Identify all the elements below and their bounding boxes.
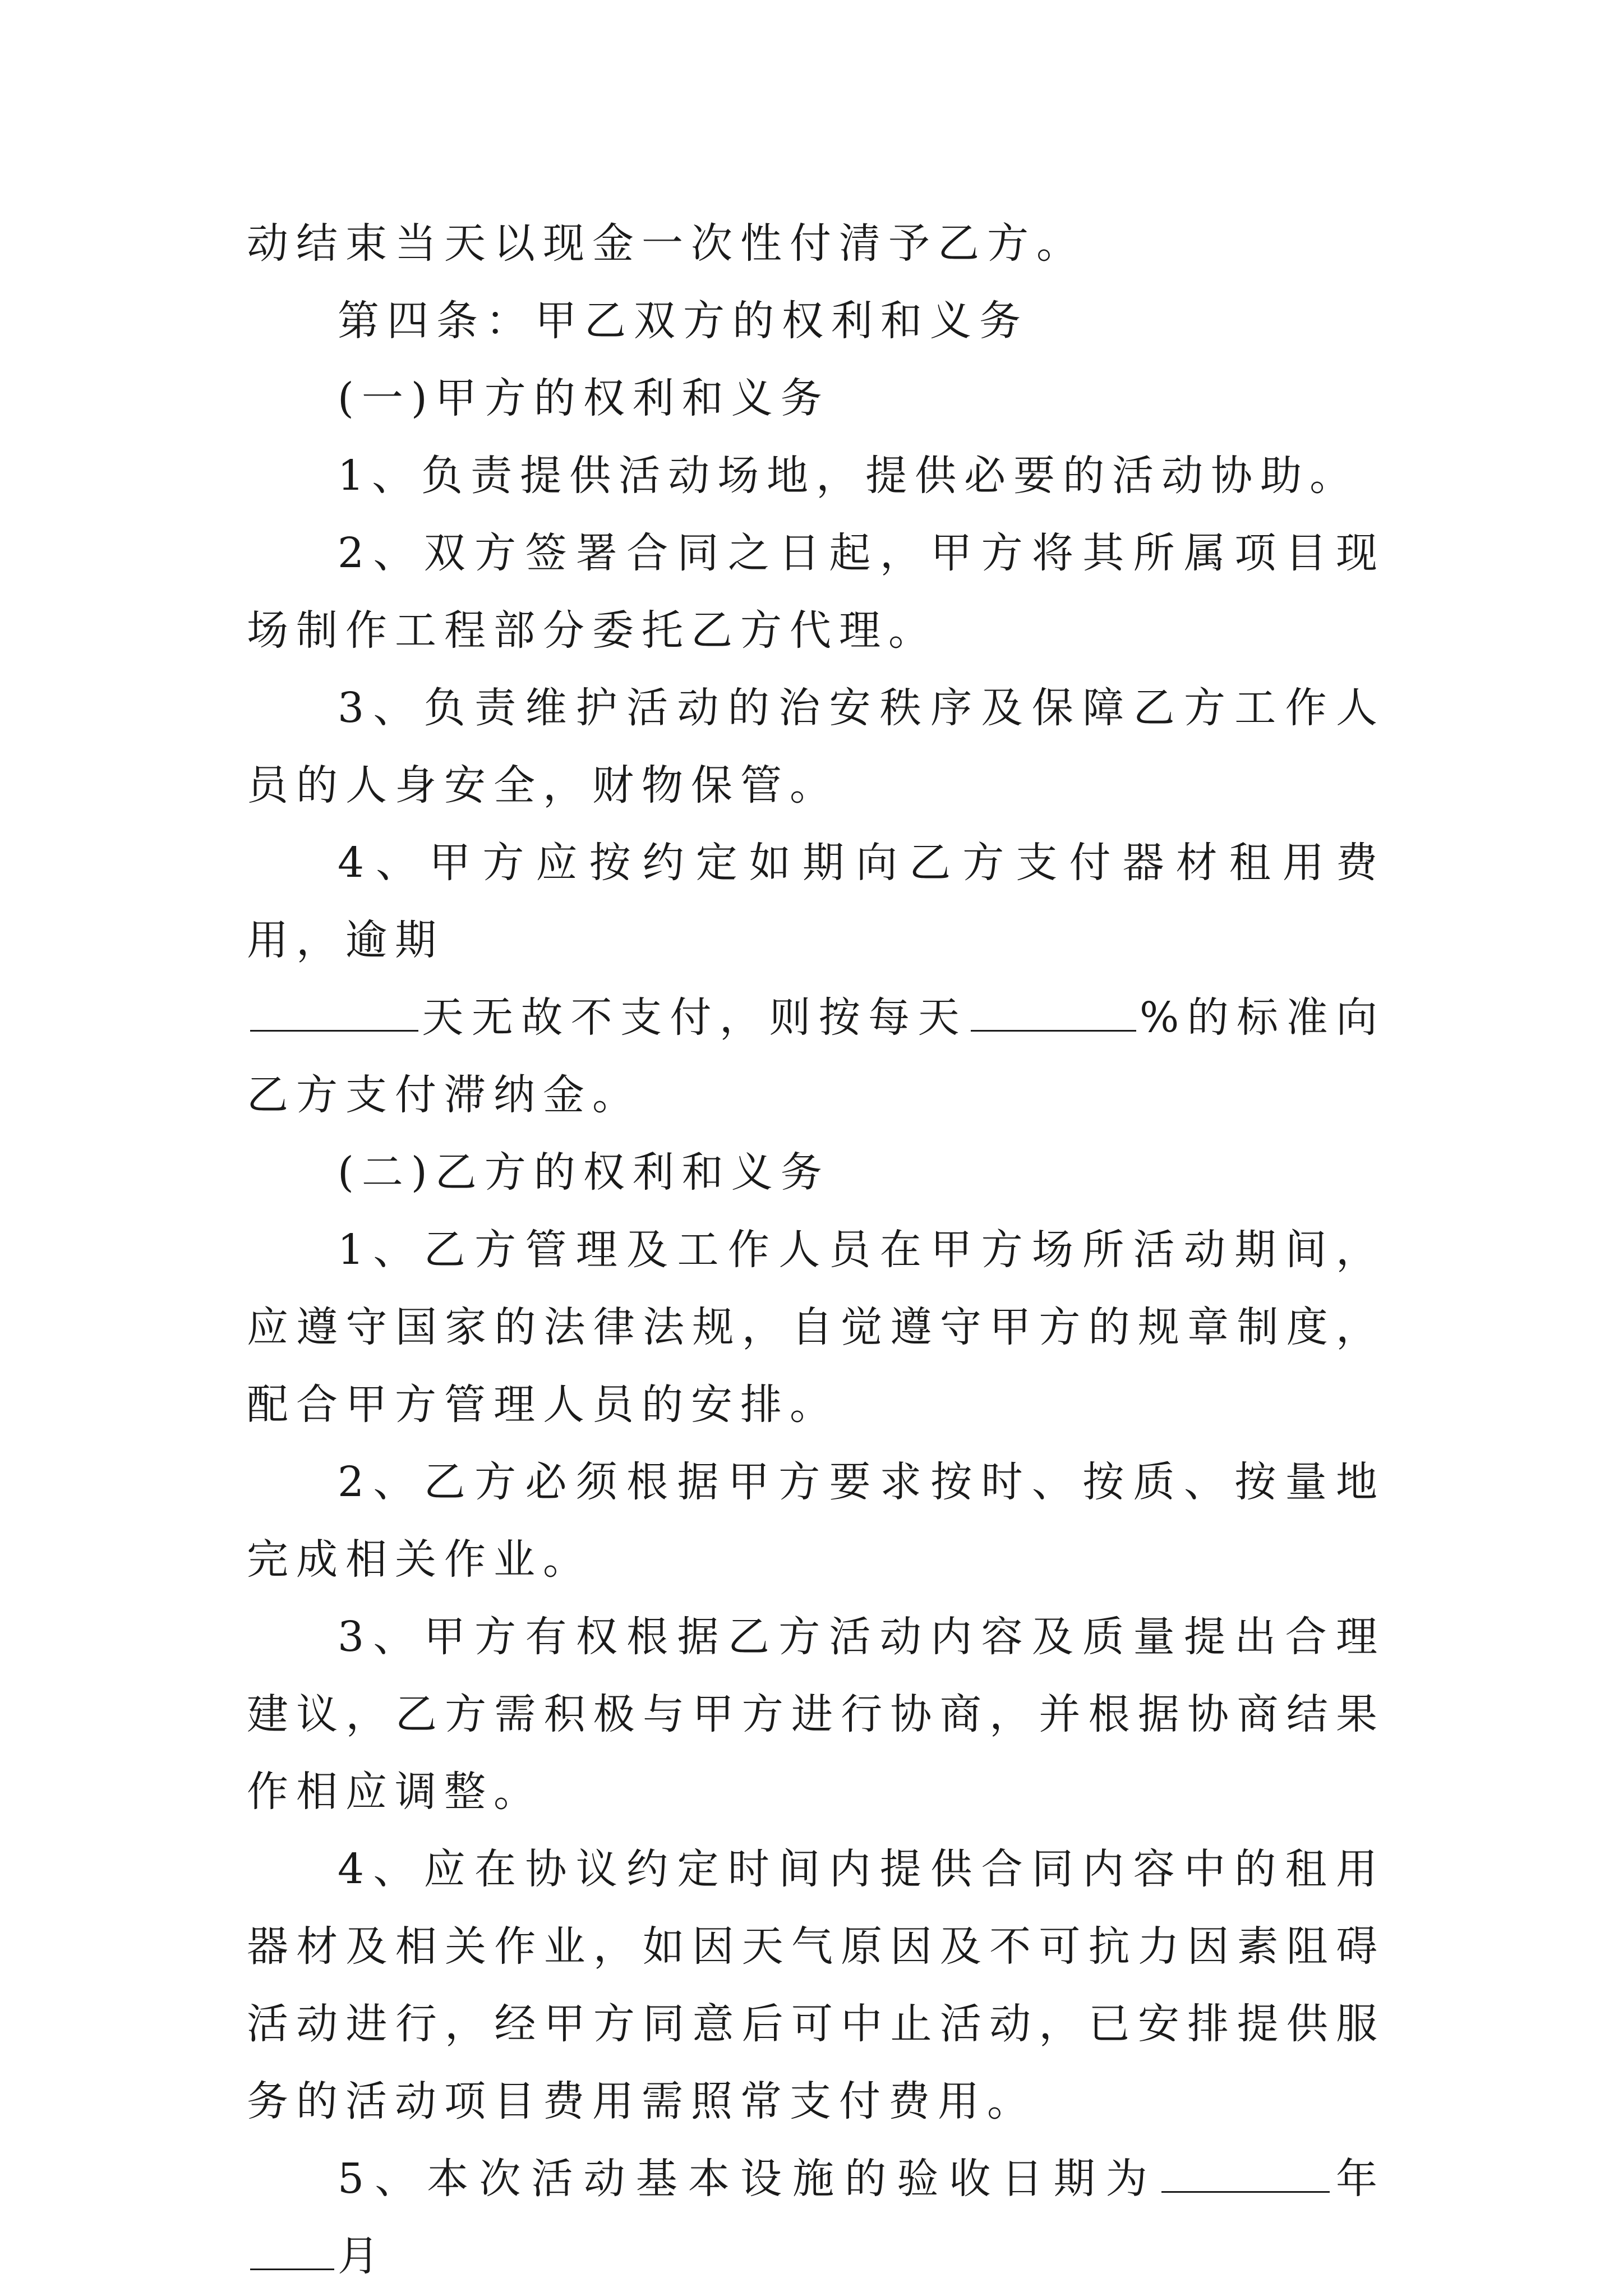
overdue-days-blank[interactable] xyxy=(250,986,418,1032)
party-b-clause-1: 1、乙方管理及工作人员在甲方场所活动期间，应遵守国家的法律法规，自觉遵守甲方的规章制度，配合甲方管理人员的安排。 xyxy=(247,1226,1385,1429)
clause-5-month-label: 月 xyxy=(338,2232,387,2280)
party-a-clause-3: 3、负责维护活动的治安秩序及保障乙方工作人员的人身安全，财物保管。 xyxy=(247,684,1385,809)
party-b-clause-4: 4、应在协议约定时间内提供合同内容中的租用器材及相关作业，如因天气原因及不可抗力因素阻碍活动进行，经甲方同意后可中止活动，已安排提供服务的活动项目费用需照常支付费用。 xyxy=(247,1845,1385,2125)
paragraph-continuation: 动结束当天以现金一次性付清予乙方。 xyxy=(247,219,1086,268)
party-b-clause-5 xyxy=(247,2140,1385,2295)
clause-4-text-c: %的标准向乙方支付滞纳金。 xyxy=(247,993,1385,1119)
clause-5-text-a: 5、本次活动基本设施的验收日期为 xyxy=(338,2155,1158,2203)
party-a-clause-2: 2、双方签署合同之日起，甲方将其所属项目现场制作工程部分委托乙方代理。 xyxy=(247,529,1385,655)
section-party-a-heading: (一)甲方的权利和义务 xyxy=(338,374,830,422)
party-b-clause-3: 3、甲方有权根据乙方活动内容及质量提出合理建议，乙方需积极与甲方进行协商，并根据协商结果作相应调整。 xyxy=(247,1613,1385,1816)
clause-4-text-a: 4、甲方应按约定如期向乙方支付器材租用费用，逾期 xyxy=(247,839,1385,964)
document-body xyxy=(247,205,1385,2295)
party-b-clause-2: 2、乙方必须根据甲方要求按时、按质、按量地完成相关作业。 xyxy=(247,1458,1385,1584)
late-fee-rate-blank[interactable] xyxy=(971,986,1136,1032)
article-four-heading: 第四条：甲乙双方的权利和义务 xyxy=(338,297,1029,345)
acceptance-month-blank[interactable] xyxy=(250,2225,334,2270)
section-party-b-heading: (二)乙方的权利和义务 xyxy=(338,1148,830,1197)
clause-4-text-b: 天无故不支付，则按每天 xyxy=(422,993,968,1042)
party-a-clause-1: 1、负责提供活动场地，提供必要的活动协助。 xyxy=(338,452,1359,500)
party-a-clause-4 xyxy=(247,824,1385,1134)
clause-5-year-label: 年 xyxy=(1332,2155,1385,2203)
acceptance-year-blank[interactable] xyxy=(1161,2147,1330,2193)
